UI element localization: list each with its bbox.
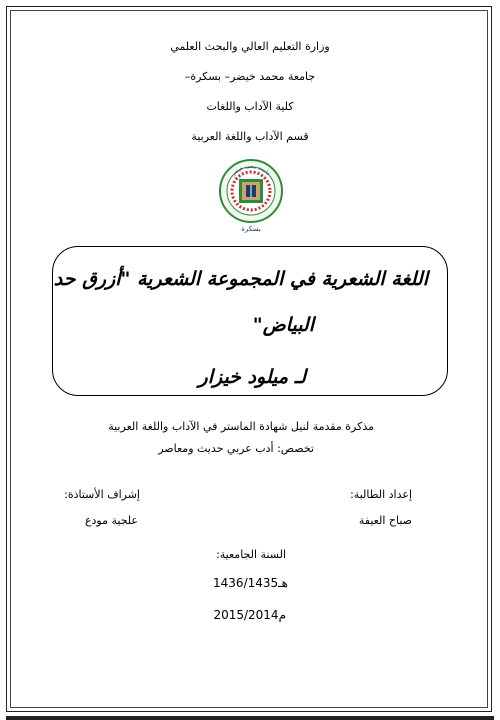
university-name: جامعة محمد خيضر– بسكرة– — [184, 70, 316, 83]
logo-ring-text-top: جامعة محمد خيضر — [230, 163, 272, 178]
academic-year-label: السنة الجامعية: — [216, 548, 286, 561]
student-name: صباح العيفة — [358, 514, 412, 527]
thesis-author: لـ ميلود خيزار — [198, 366, 306, 388]
department-name: قسم الآداب واللغة العربية — [191, 130, 309, 143]
supervisor-label: إشراف الأستاذة: — [64, 488, 140, 501]
logo-ring-text-bottom: بسكرة — [241, 225, 261, 233]
faculty-name: كلية الآداب واللغات — [206, 100, 294, 113]
page-border-bottom — [6, 716, 494, 720]
academic-year-gregorian: 2015/2014م — [213, 608, 286, 622]
university-logo-icon — [218, 158, 284, 236]
student-label: إعداد الطالبة: — [350, 488, 412, 501]
academic-year-hijri: 1436/1435هـ — [213, 576, 288, 590]
thesis-title-line2: البياض" — [252, 314, 314, 336]
specialty-label: تخصص: أدب عربي حديث ومعاصر — [158, 442, 314, 455]
thesis-title-line1: اللغة الشعرية في المجموعة الشعرية "أزرق حد — [53, 268, 428, 290]
memo-description: مذكرة مقدمة لنيل شهادة الماستر في الآداب واللغة العربية — [108, 420, 374, 433]
ministry-name: وزارة التعليم العالي والبحث العلمي — [170, 40, 330, 53]
supervisor-name: علجية مودع — [84, 514, 138, 527]
